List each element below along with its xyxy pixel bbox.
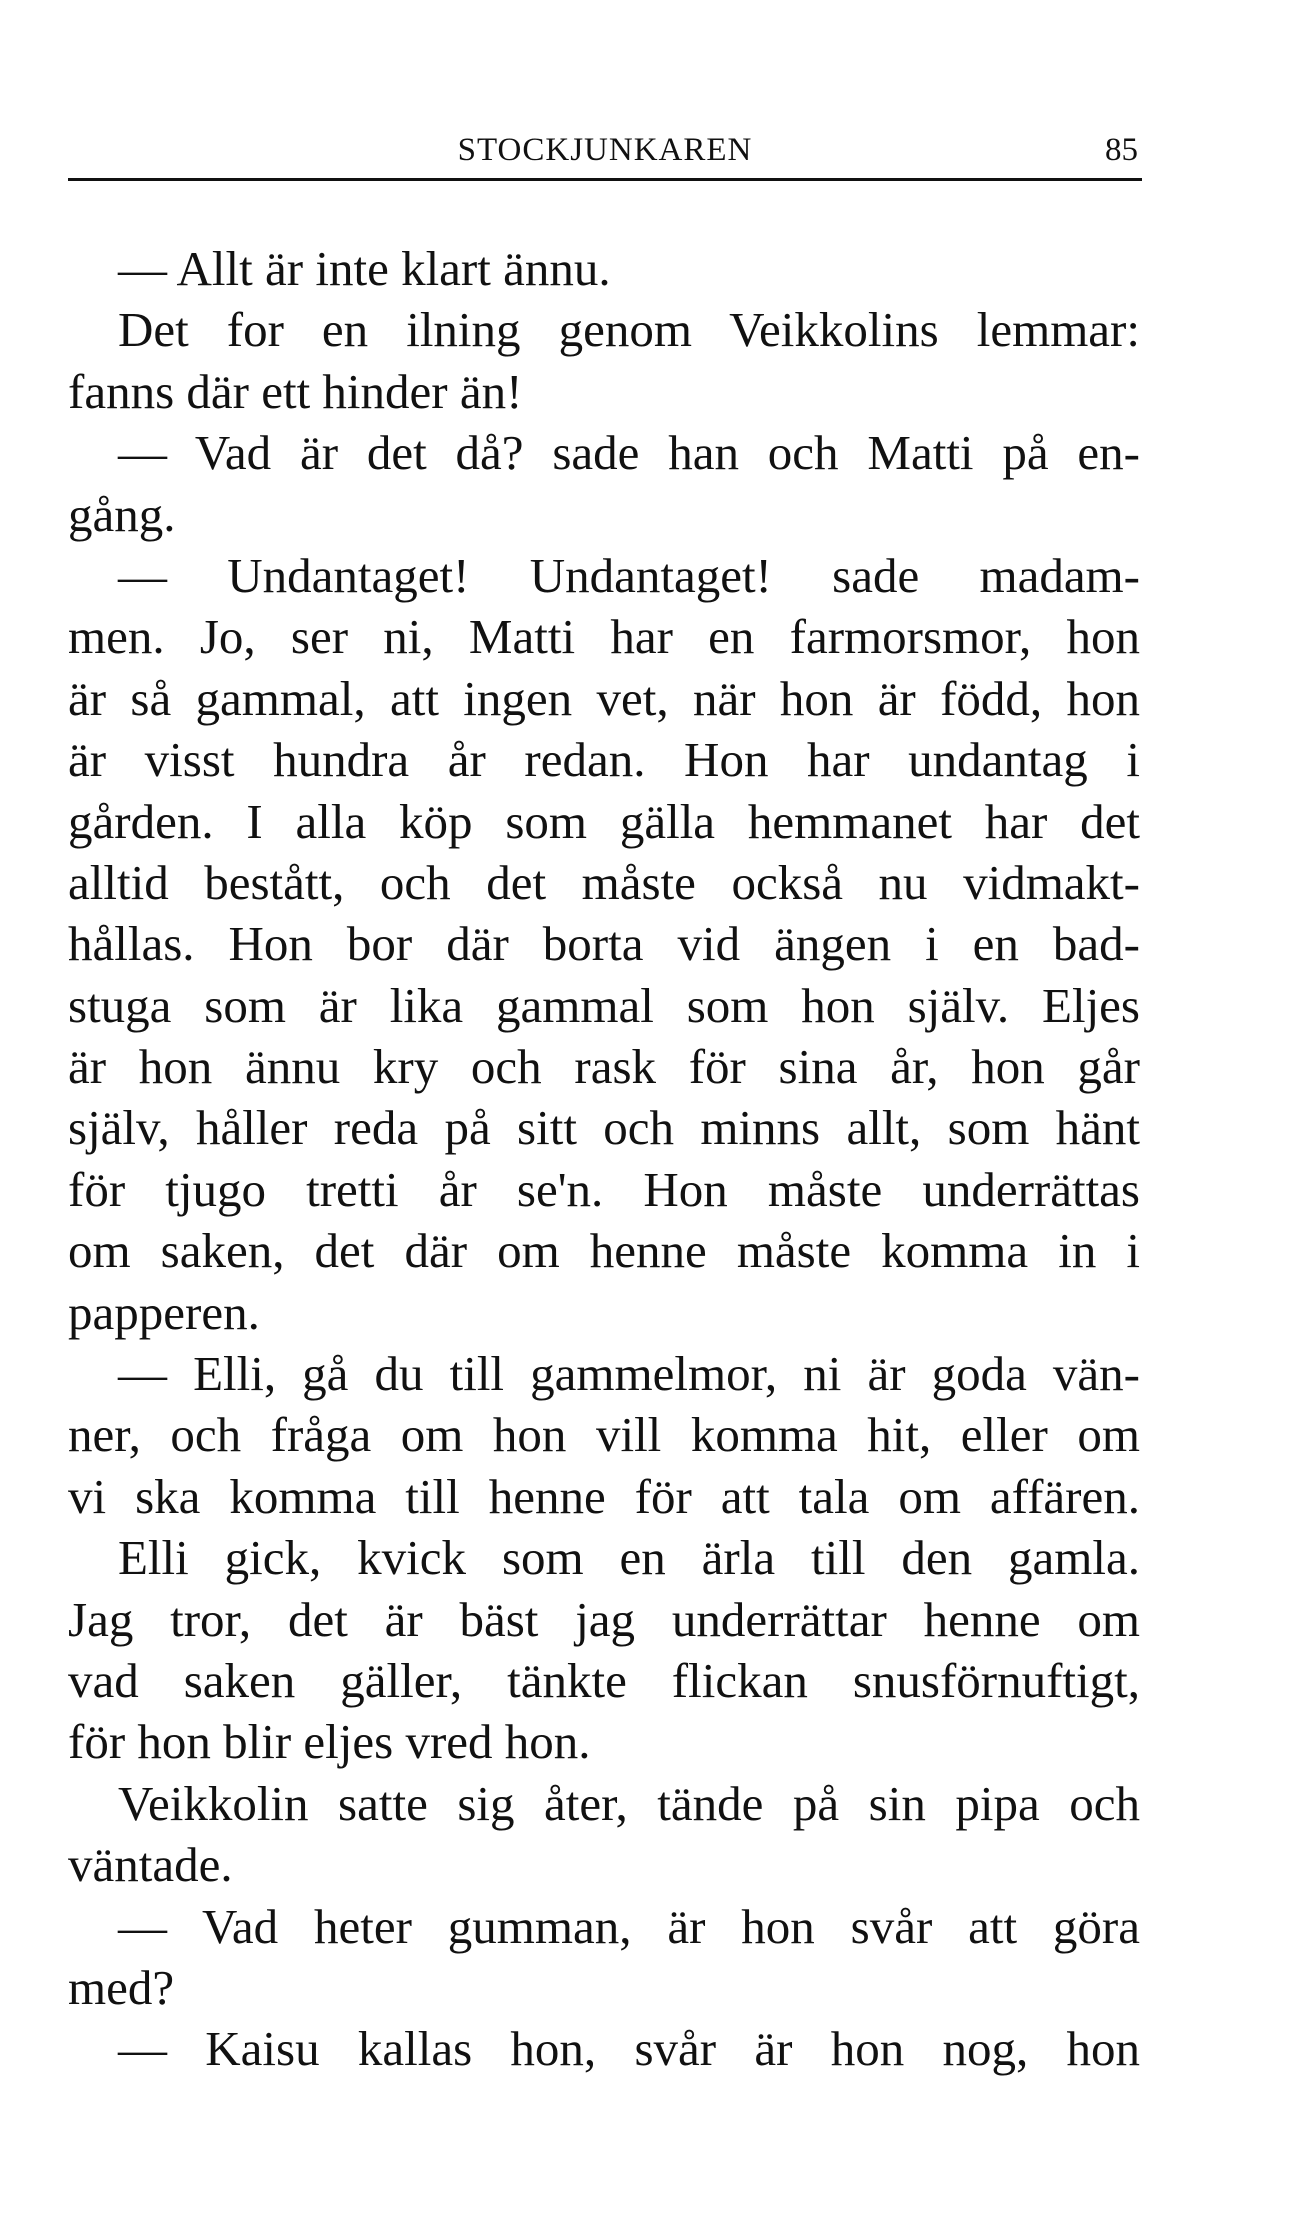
running-title: STOCKJUNKAREN xyxy=(457,132,753,168)
text-line: är hon ännu kry och rask för sina år, hon går xyxy=(68,1039,1140,1095)
text-line: om saken, det där om henne måste komma in i xyxy=(68,1223,1140,1279)
text-line: papperen. xyxy=(68,1284,260,1340)
text-line: — Elli, gå du till gammelmor, ni är goda vän- xyxy=(118,1346,1140,1402)
text-line: — Vad heter gumman, är hon svår att göra xyxy=(118,1898,1140,1954)
text-line: hållas. Hon bor där borta vid ängen i en bad- xyxy=(68,916,1140,972)
text-line: — Vad är det då? sade han och Matti på en- xyxy=(118,425,1140,481)
body-text xyxy=(68,238,1140,2080)
text-line: — Allt är inte klart ännu. xyxy=(118,241,611,296)
text-line: väntade. xyxy=(68,1837,233,1893)
text-line: själv, håller reda på sitt och minns allt, som hänt xyxy=(68,1100,1140,1156)
text-line: men. Jo, ser ni, Matti har en farmorsmor, hon xyxy=(68,609,1140,665)
text-line: är visst hundra år redan. Hon har undantag i xyxy=(68,732,1140,788)
text-line: gång. xyxy=(68,486,176,542)
text-line: fanns där ett hinder än! xyxy=(68,363,523,419)
page-number: 85 xyxy=(1105,132,1138,168)
text-line: Veikkolin satte sig åter, tände på sin pipa och xyxy=(118,1775,1140,1831)
text-line: med? xyxy=(68,1959,175,2015)
running-header xyxy=(68,128,1142,181)
text-line: Det for en ilning genom Veikkolins lemmar: xyxy=(118,302,1140,358)
text-line: stuga som är lika gammal som hon själv. Eljes xyxy=(68,977,1140,1033)
text-line: — Kaisu kallas hon, svår är hon nog, hon xyxy=(118,2021,1140,2077)
text-line: för tjugo tretti år se'n. Hon måste underrättas xyxy=(68,1161,1140,1217)
text-line: gården. I alla köp som gälla hemmanet har det xyxy=(68,793,1140,849)
text-line: vi ska komma till henne för att tala om affären. xyxy=(68,1468,1140,1524)
text-line: alltid bestått, och det måste också nu vidmakt- xyxy=(68,854,1140,910)
text-line: för hon blir eljes vred hon. xyxy=(68,1714,591,1770)
text-line: — Undantaget! Undantaget! sade madam- xyxy=(118,547,1140,603)
text-line: Elli gick, kvick som en ärla till den gamla. xyxy=(118,1530,1140,1586)
text-line: är så gammal, att ingen vet, när hon är född, hon xyxy=(68,670,1140,726)
text-line: Jag tror, det är bäst jag underrättar henne om xyxy=(68,1591,1140,1647)
text-line: vad saken gäller, tänkte flickan snusförnuftigt, xyxy=(68,1652,1140,1708)
text-line: ner, och fråga om hon vill komma hit, eller om xyxy=(68,1407,1140,1463)
